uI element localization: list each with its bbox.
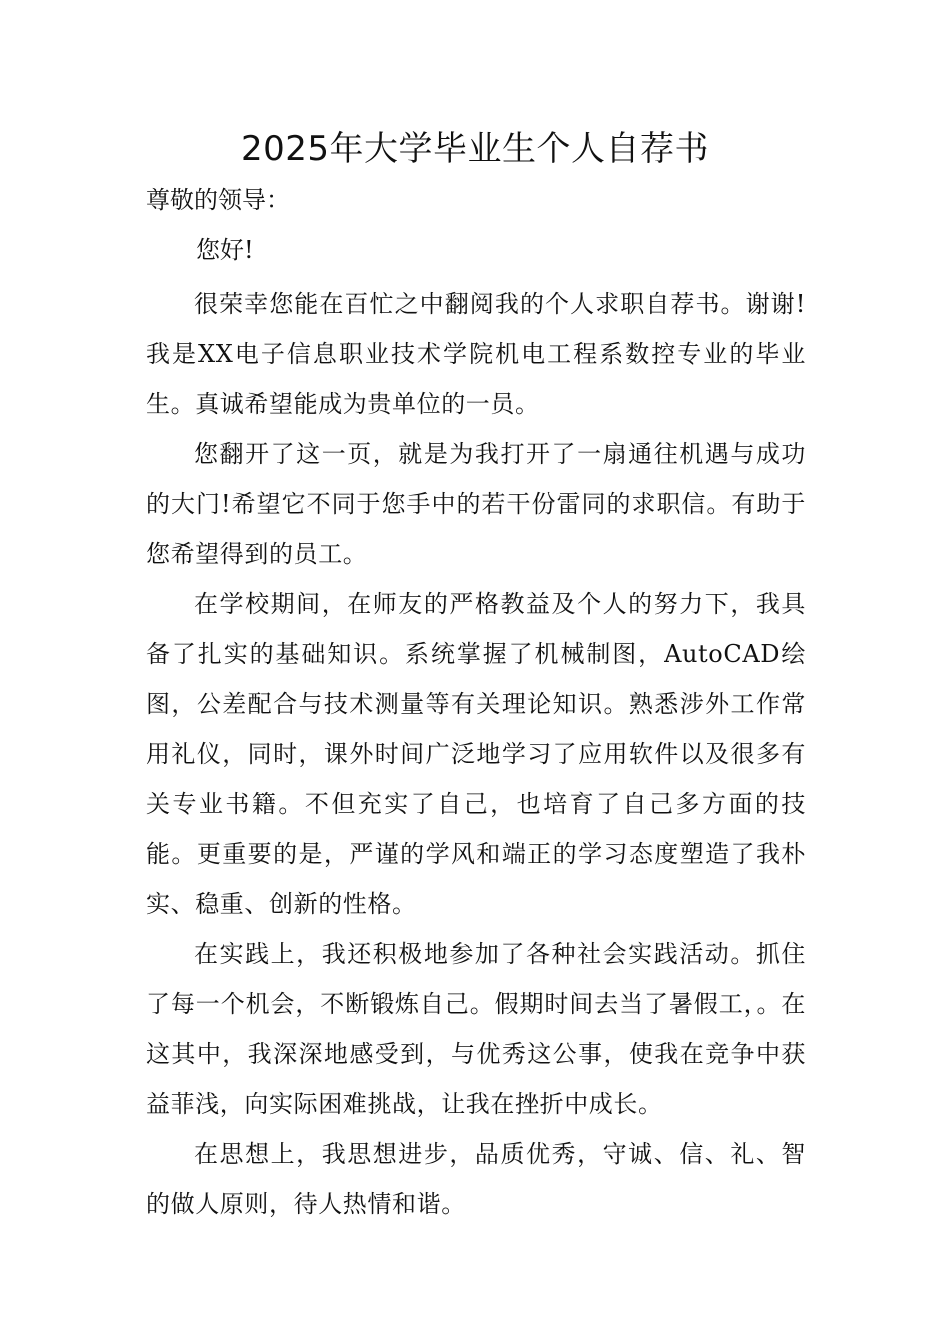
document-title: 2025年大学毕业生个人自荐书	[240, 129, 710, 169]
paragraph-2: 您翻开了这一页，就是为我打开了一扇通往机遇与成功的大门!希望它不同于您手中的若干份雷同的求职信。有助于您希望得到的员工。	[146, 440, 806, 568]
greeting: 您好!	[196, 236, 254, 264]
letter-body	[146, 279, 806, 1229]
paragraph-1: 很荣幸您能在百忙之中翻阅我的个人求职自荐书。谢谢!我是XX电子信息职业技术学院机电工程系数控专业的毕业生。真诚希望能成为贵单位的一员。	[146, 290, 806, 418]
paragraph-3: 在学校期间，在师友的严格教益及个人的努力下，我具备了扎实的基础知识。系统掌握了机械制图，AutoCAD绘图，公差配合与技术测量等有关理论知识。熟悉涉外工作常用礼仪，同时，课外时间广泛地学习了应用软件以及很多有关专业书籍。不但充实了自己，也培育了自己多方面的技能。更重要的是，严谨的学风和端正的学习态度塑造了我朴实、稳重、创新的性格。	[146, 590, 806, 918]
salutation: 尊敬的领导：	[146, 186, 290, 214]
paragraph-4: 在实践上，我还积极地参加了各种社会实践活动。抓住了每一个机会，不断锻炼自己。假期时间去当了暑假工，。在这其中，我深深地感受到，与优秀这公事，使我在竞争中获益菲浅，向实际困难挑战，让我在挫折中成长。	[146, 940, 806, 1118]
paragraph-5: 在思想上，我思想进步，品质优秀，守诚、信、礼、智的做人原则，待人热情和谐。	[146, 1140, 806, 1218]
